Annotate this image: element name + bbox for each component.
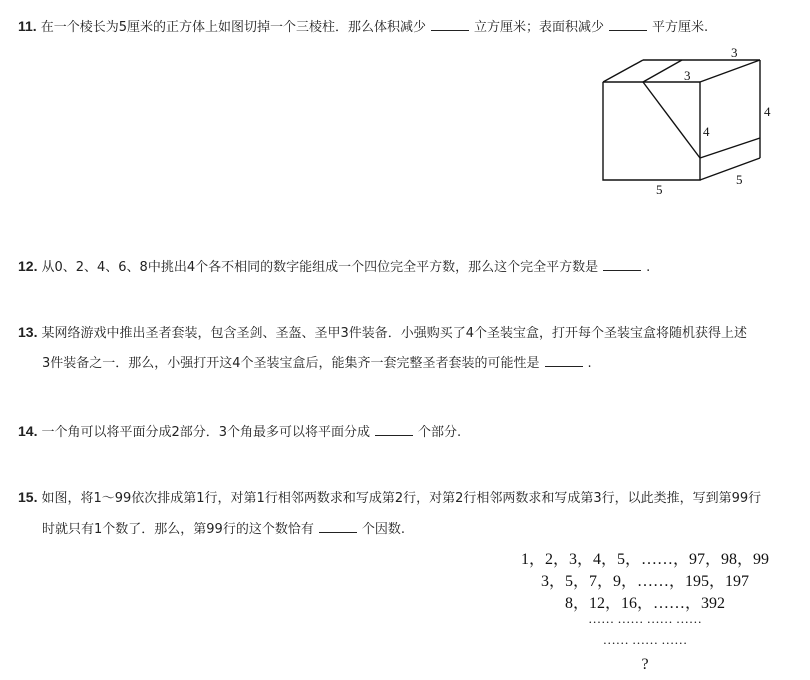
answer-blank bbox=[609, 18, 647, 31]
answer-blank bbox=[603, 258, 641, 271]
triangle-row-3: 8，12，16，……，392 bbox=[564, 595, 725, 612]
question-text: 个部分. bbox=[418, 425, 462, 440]
cube-figure bbox=[590, 40, 790, 200]
question-number: 15. bbox=[18, 489, 38, 505]
question-number: 11. bbox=[18, 18, 37, 34]
answer-blank bbox=[375, 423, 413, 436]
top-mid-line bbox=[643, 60, 682, 82]
question-12 bbox=[18, 256, 650, 278]
question-text: 个因数. bbox=[361, 522, 405, 537]
question-text: 一个角可以将平面分成2部分．3个角最多可以将平面分成 bbox=[41, 425, 371, 440]
triangle-row-2: 3，5，7，9，……，195，197 bbox=[540, 573, 749, 590]
question-text: . bbox=[646, 260, 651, 275]
right-bottom-edge bbox=[700, 158, 760, 180]
label-inner-top: 3 bbox=[684, 68, 691, 83]
question-text: . bbox=[587, 356, 592, 371]
question-14 bbox=[18, 421, 461, 443]
cut-edge bbox=[643, 82, 700, 158]
label-depth: 5 bbox=[736, 172, 743, 187]
question-text: 某网络游戏中推出圣者套装，包含圣剑、圣盔、圣甲3件装备．小强购买了4个圣装宝盒，打开每个圣装宝盒将随机获得上述 bbox=[41, 326, 748, 341]
question-13 bbox=[18, 322, 747, 344]
answer-blank bbox=[431, 18, 469, 31]
answer-blank bbox=[319, 520, 357, 533]
label-right: 4 bbox=[764, 104, 771, 119]
top-left-edge bbox=[603, 60, 643, 82]
triangle-row-1: 1，2，3，4，5，……，97，98，99 bbox=[520, 551, 769, 568]
front-face bbox=[603, 82, 700, 180]
question-text: 立方厘米；表面积减少 bbox=[473, 20, 604, 35]
right-lower-back bbox=[700, 138, 760, 158]
question-text: 时就只有1个数了．那么，第99行的这个数恰有 bbox=[42, 522, 314, 537]
answer-blank bbox=[545, 354, 583, 367]
question-text: 3件装备之一．那么，小强打开这4个圣装宝盒后，能集齐一套完整圣者套装的可能性是 bbox=[42, 356, 540, 371]
question-number: 14. bbox=[18, 423, 38, 439]
question-13-continued bbox=[42, 354, 592, 374]
label-bottom: 5 bbox=[656, 182, 663, 197]
question-number: 13. bbox=[18, 324, 38, 340]
question-11 bbox=[18, 16, 708, 38]
question-15-continued bbox=[42, 520, 405, 540]
label-inner-right: 4 bbox=[703, 124, 710, 139]
question-text: 平方厘米. bbox=[652, 20, 709, 35]
question-15 bbox=[18, 487, 761, 509]
triangle-row-5: …… …… …… bbox=[602, 632, 688, 647]
label-top: 3 bbox=[731, 45, 738, 60]
triangle-row-4: …… …… …… …… bbox=[588, 611, 702, 626]
question-text: 如图，将1～99依次排成第1行，对第1行相邻两数求和写成第2行，对第2行相邻两数求和写成第3行，以此类推，写到第99行 bbox=[41, 491, 762, 506]
question-text: 从0、2、4、6、8中挑出4个各不相同的数字能组成一个四位完全平方数，那么这个完全平方数是 bbox=[41, 260, 599, 275]
question-number: 12. bbox=[18, 258, 38, 274]
top-right-edge bbox=[700, 60, 760, 82]
triangle-row-6: ? bbox=[641, 656, 649, 673]
question-text: 在一个棱长为5厘米的正方体上如图切掉一个三棱柱．那么体积减少 bbox=[40, 20, 426, 35]
